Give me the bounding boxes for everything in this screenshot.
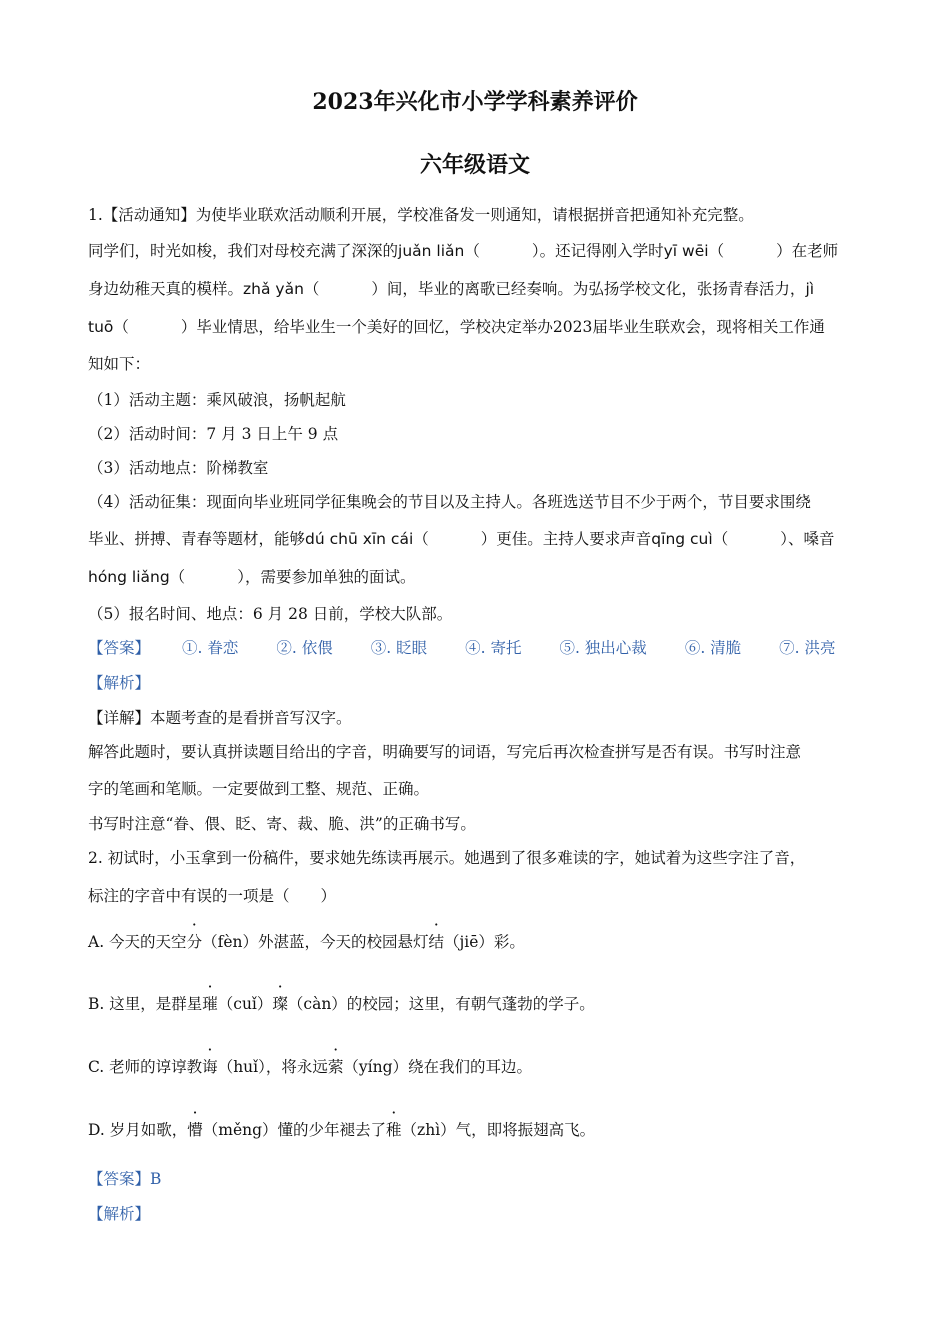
q1-explanation-line-2: 字的笔画和笔顺。一定要做到工整、规范、正确。 — [88, 780, 430, 798]
text-segment: 身边幼稚天真的模样。 — [88, 280, 244, 298]
text-segment: （càn）的校园；这里，有朝气蓬勃的学子。 — [287, 995, 595, 1013]
q1-item-4-line-3 — [88, 565, 415, 587]
q2-option-a — [88, 930, 525, 952]
dotted-char: 璀 — [202, 995, 218, 1013]
q1-paragraph-line-4: 知如下： — [88, 355, 151, 373]
dotted-char: 结 — [428, 933, 444, 951]
answer-item: ③. 眨眼 — [370, 639, 428, 657]
answer-item: ①. 眷恋 — [182, 639, 239, 657]
text-segment: （ — [464, 242, 480, 260]
dotted-char: 懵 — [187, 1121, 203, 1139]
q1-item-2: （2）活动时间：7 月 3 日上午 9 点 — [88, 425, 339, 443]
text-segment: D. 岁月如歌， — [88, 1121, 188, 1139]
q1-item-4-line-1: （4）活动征集：现面向毕业班同学征集晚会的节目以及主持人。各班选送节目不少于两个，节目要求围绕 — [88, 493, 811, 511]
text-segment: ）毕业情思，给毕业生一个美好的回忆，学校决定举办2023届毕业生联欢会，现将相关工作通 — [180, 318, 825, 336]
text-segment: ）、嗓音 — [780, 530, 835, 548]
text-segment: 毕业、拼搏、青春等题材，能够 — [88, 530, 306, 548]
answer-label: 【答案】 — [88, 639, 151, 657]
document-title: 2023年兴化市小学学科素养评价 — [312, 89, 638, 115]
q1-paragraph-line-3 — [88, 315, 825, 337]
text-segment: ）间，毕业的离歌已经奏响。为弘扬学校文化，张扬青春活力， — [371, 280, 806, 298]
q1-answer-line — [88, 636, 874, 658]
q1-item-5: （5）报名时间、地点：6 月 28 日前，学校大队部。 — [88, 605, 453, 623]
q1-item-4-line-2 — [88, 527, 834, 549]
q2-option-d — [88, 1118, 595, 1140]
answer-item: ②. 依偎 — [276, 639, 333, 657]
text-segment: ）更佳。主持人要求声音 — [480, 530, 652, 548]
q2-option-b — [88, 992, 595, 1014]
text-segment: （cuǐ） — [217, 995, 273, 1013]
pinyin-5: dú chū xīn cái — [305, 530, 414, 548]
dotted-char: 诲 — [202, 1058, 218, 1076]
q2-stem-line-1: 2. 初试时，小玉拿到一份稿件，要求她先练读再展示。她遇到了很多难读的字，她试着为这些字注了音， — [88, 849, 806, 867]
text-segment: 同学们，时光如梭，我们对母校充满了深深的 — [88, 242, 399, 260]
q1-explanation-line-3: 书写时注意“眷、偎、眨、寄、裁、脆、洪”的正确书写。 — [88, 815, 476, 833]
text-segment: （ — [413, 530, 429, 548]
pinyin-7: hóng liǎng — [88, 568, 170, 586]
dotted-char: 萦 — [327, 1058, 344, 1076]
pinyin-6: qīng cuì — [651, 530, 713, 548]
answer-list — [182, 636, 874, 658]
q1-paragraph-line-1 — [88, 239, 838, 261]
q2-analysis-label: 【解析】 — [88, 1205, 151, 1223]
pinyin-4a: jì — [805, 280, 815, 298]
document-subtitle: 六年级语文 — [419, 152, 530, 178]
q1-paragraph-line-2 — [88, 277, 814, 299]
answer-label: 【答案】 — [88, 1170, 151, 1188]
q1-item-1: （1）活动主题：乘风破浪，扬帆起航 — [88, 391, 346, 409]
text-segment: （zhì）气，即将振翅高飞。 — [401, 1121, 596, 1139]
pinyin-2: yī wēi — [663, 242, 709, 260]
text-segment: ），需要参加单独的面试。 — [237, 568, 416, 586]
text-segment: ）在老师 — [776, 242, 839, 260]
q1-stem: 1.【活动通知】为使毕业联欢活动顺利开展，学校准备发一则通知，请根据拼音把通知补充完整。 — [88, 206, 754, 224]
text-segment: （yíng）绕在我们的耳边。 — [343, 1058, 533, 1076]
q2-answer-line — [88, 1167, 161, 1189]
text-segment: （ — [303, 280, 320, 298]
text-segment: ）。还记得刚入学时 — [531, 242, 664, 260]
text-segment: （ — [169, 568, 186, 586]
pinyin-1: juǎn liǎn — [398, 242, 465, 260]
text-segment: B. 这里，是群星 — [88, 995, 203, 1013]
text-segment: （ — [712, 530, 729, 548]
dotted-char: 璨 — [272, 995, 288, 1013]
text-segment: （fèn）外湛蓝，今天的校园悬灯 — [202, 933, 429, 951]
pinyin-4b: tuō — [88, 318, 114, 336]
text-segment: （huǐ），将永远 — [217, 1058, 328, 1076]
text-segment: A. 今天的天空 — [88, 933, 187, 951]
text-segment: （ — [113, 318, 129, 336]
dotted-char: 稚 — [386, 1121, 402, 1139]
q1-explanation-line-1: 解答此题时，要认真拼读题目给出的字音，明确要写的词语，写完后再次检查拼写是否有误。书写时注意 — [88, 743, 802, 761]
text-segment: （měng）懂的少年褪去了 — [202, 1121, 387, 1139]
answer-item: ④. 寄托 — [465, 639, 522, 657]
answer-value: B — [150, 1170, 162, 1188]
pinyin-3: zhǎ yǎn — [243, 280, 304, 298]
answer-item: ⑦. 洪亮 — [779, 639, 836, 657]
q1-detail: 【详解】本题考查的是看拼音写汉字。 — [88, 709, 352, 727]
answer-item: ⑥. 清脆 — [684, 639, 742, 657]
q1-item-3: （3）活动地点：阶梯教室 — [88, 459, 269, 477]
text-segment: （ — [708, 242, 725, 260]
answer-item: ⑤. 独出心裁 — [559, 639, 647, 657]
q1-analysis-label: 【解析】 — [88, 674, 151, 692]
dotted-char: 分 — [186, 933, 203, 951]
q2-stem-line-2: 标注的字音中有误的一项是（ ） — [88, 887, 337, 905]
text-segment: （jiē）彩。 — [444, 933, 525, 951]
q2-option-c — [88, 1055, 532, 1077]
text-segment: C. 老师的谆谆教 — [88, 1058, 203, 1076]
